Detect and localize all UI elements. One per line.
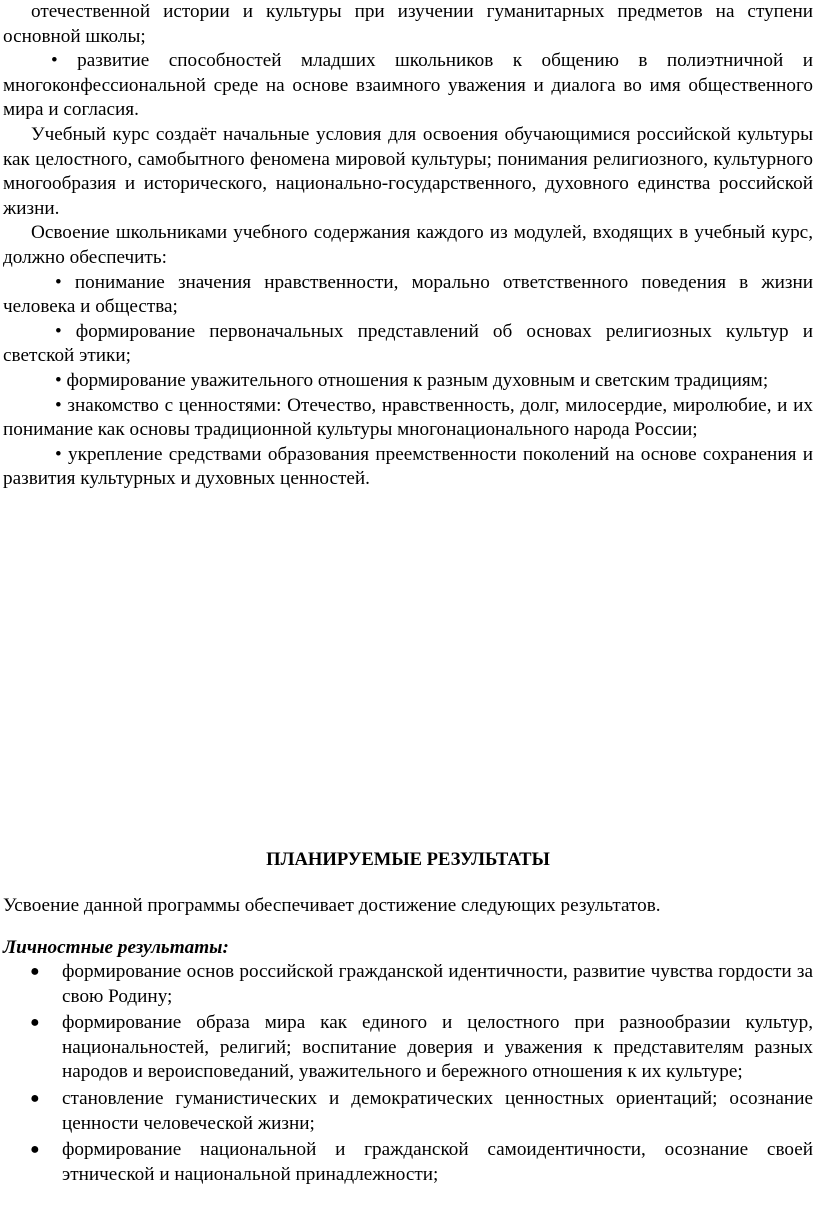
results-list (0, 960, 816, 1189)
paragraph: отечественной истории и культуры при изучении гуманитарных предметов на ступени основной школы; (3, 1, 813, 47)
list-item-text: формирование основ российской гражданской идентичности, развитие чувства гордости за свою Родину; (62, 961, 813, 1007)
continuation-text (3, 0, 813, 492)
bullet-icon: ● (30, 963, 40, 980)
paragraph: • укрепление средствами образования преемственности поколений на основе сохранения и развития культурных и духовных ценностей. (3, 443, 813, 490)
list-item (0, 1087, 816, 1136)
paragraph: • знакомство с ценностями: Отечество, нравственность, долг, милосердие, миролюбие, и их понимание как основы традиционной культуры многонационального народа России; (3, 394, 813, 441)
list-item-text: становление гуманистических и демократических ценностных ориентаций; осознание ценности человеческой жизни; (62, 1087, 813, 1134)
paragraph: Освоение школьниками учебного содержания каждого из модулей, входящих в учебный курс, должно обеспечить: (3, 222, 813, 268)
list-item (0, 960, 816, 1009)
bullet-icon: ● (30, 1141, 40, 1159)
bullet-icon: ● (30, 1014, 40, 1032)
paragraph: Учебный курс создаёт начальные условия для освоения обучающимися российской культуры как целостного, самобытного феномена мировой культуры; понимания религиозного, культурного многообразия и исторического, национально-государственного, духовного единства российской жизни. (3, 123, 813, 219)
paragraph: • формирование первоначальных представлений об основах религиозных культур и светской этики; (3, 320, 813, 367)
list-item (0, 1138, 816, 1187)
bullet-icon: ● (30, 1089, 40, 1107)
paragraph: • понимание значения нравственности, морально ответственного поведения в жизни человека и общества; (3, 271, 813, 318)
list-item-text: формирование национальной и гражданской самоидентичности, осознание своей этнической и национальной принадлежности; (62, 1139, 813, 1185)
subsection-heading: Личностные результаты: (3, 937, 229, 958)
list-item (0, 1011, 816, 1085)
paragraph: • формирование уважительного отношения к разным духовным и светским традициям; (55, 369, 769, 391)
paragraph: • развитие способностей младших школьников к общению в полиэтничной и многоконфессиональной среде на основе взаимного уважения и диалога во имя общественного мира и согласия. (3, 50, 813, 121)
section-intro: Усвоение данной программы обеспечивает достижение следующих результатов. (3, 895, 661, 916)
section-title: ПЛАНИРУЕМЫЕ РЕЗУЛЬТАТЫ (266, 849, 550, 870)
list-item-text: формирование образа мира как единого и целостного при разнообразии культур, национальностей, религий; воспитание доверия и уважения к представителям разных народов и вероисповеданий, уважительного и бережного отношения к их культуре; (62, 1012, 813, 1083)
